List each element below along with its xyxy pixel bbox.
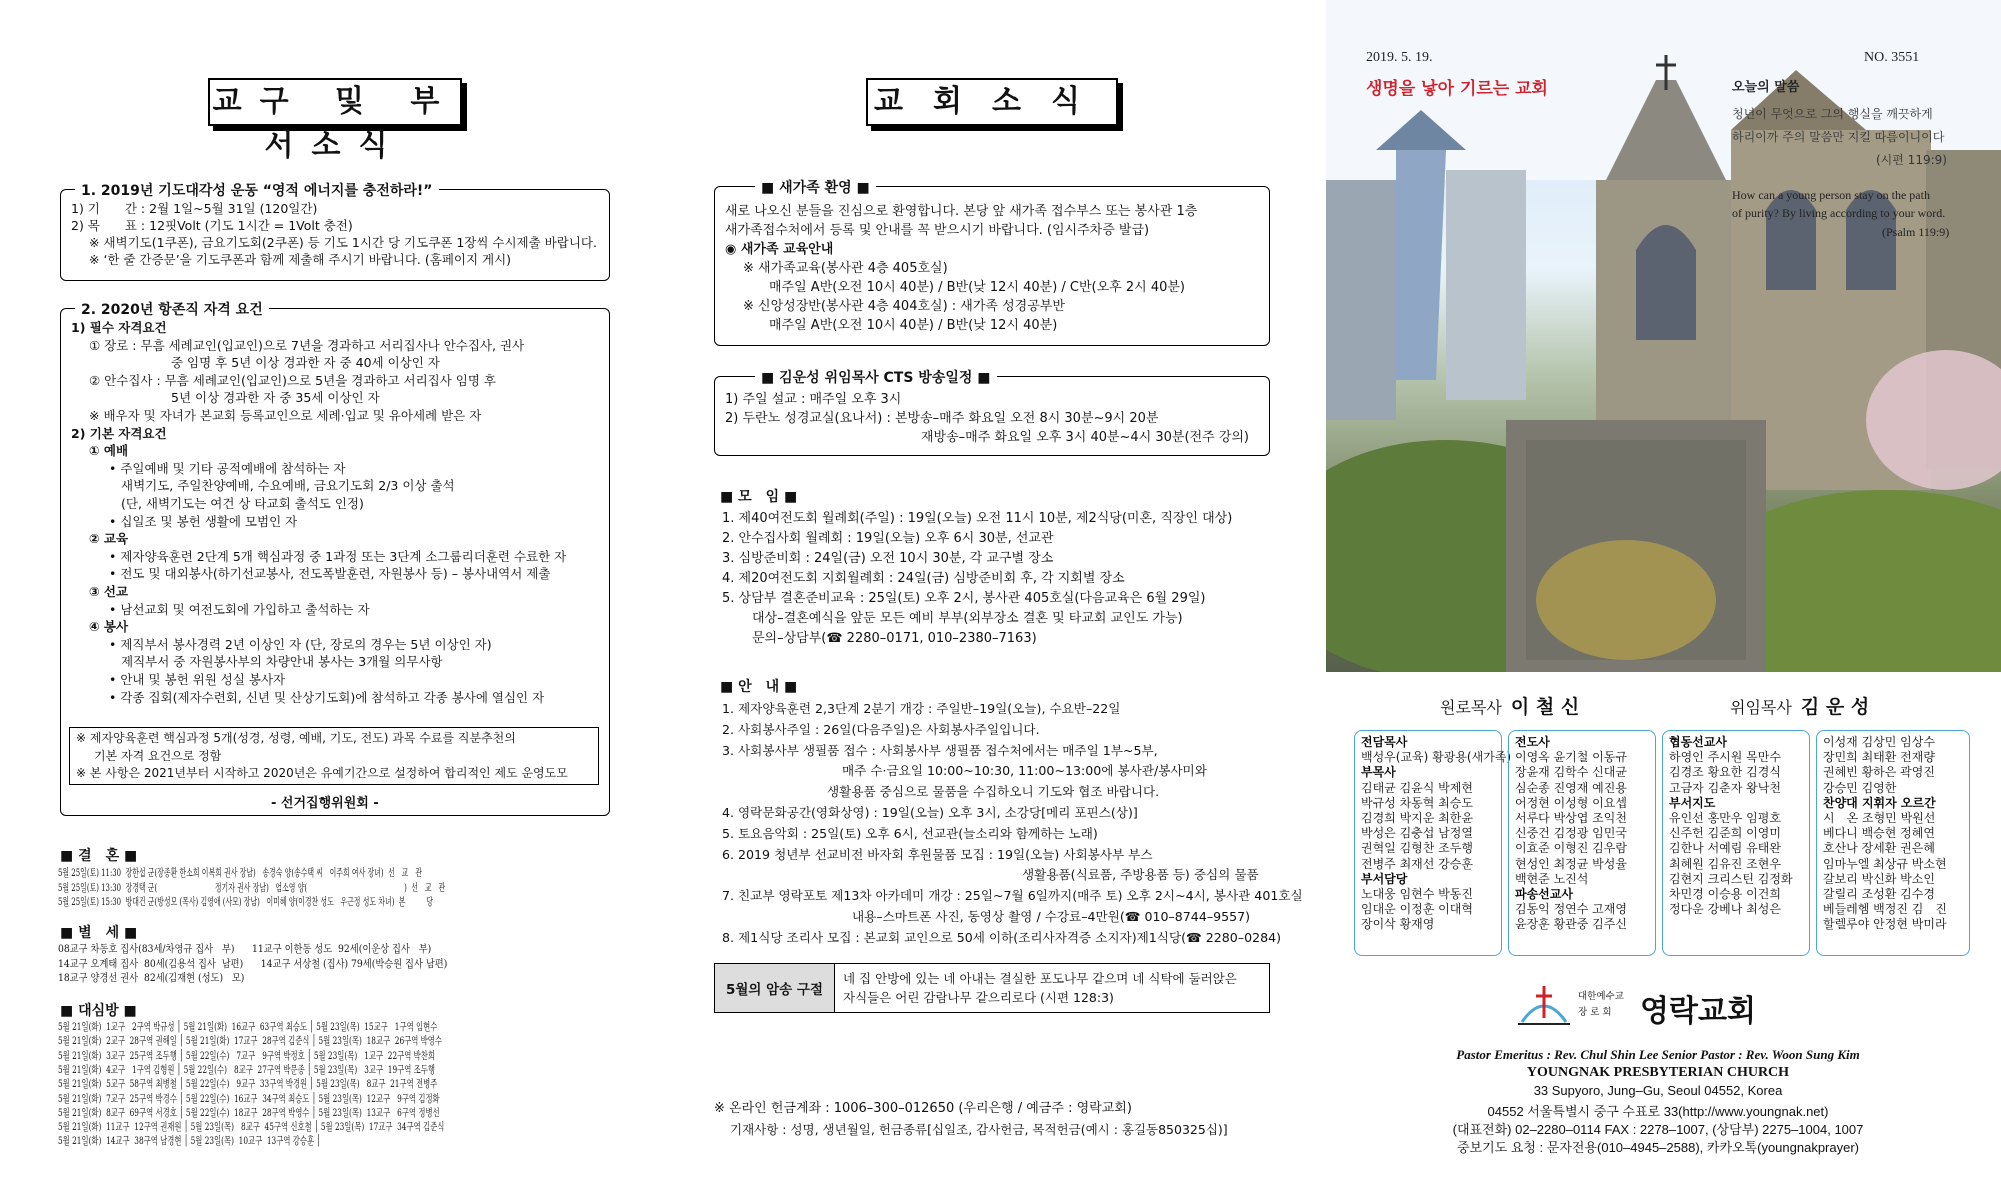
qualification-box — [60, 302, 610, 816]
prayer-line: 2) 목 표 : 12핏Volt (기도 1시간 = 1Volt 충전) — [71, 218, 353, 233]
qualification-line: • 각종 집회(제자수련회, 신년 및 산상기도회)에 참석하고 각종 봉사에 열심인 자 — [109, 689, 545, 705]
cts-line: 1) 주일 설교 : 매주일 오후 3시 — [725, 392, 902, 407]
phone-line: (대표전화) 02–2280–0114 FAX : 2278–1007, (상담부) 2275–1004, 1007 — [1452, 1122, 1864, 1137]
staff-names: 김현지 크리스틴 김정화 — [1669, 871, 1793, 886]
visit-row: 5월 21일(화) 8교구 69구역 서경호 │ 5월 22일(수) 18교구 28구역 박영수 │ 5월 23일(목) 13교구 6구역 정병선 — [58, 1106, 440, 1119]
notice-line: 7. 친교부 영락포토 제13차 아카데미 개강 : 25일~7월 6일까지(매주 토) 오후 2시~4시, 봉사관 401호실 — [722, 888, 1303, 904]
staff-names: 박성은 김충섭 남정열 — [1361, 826, 1473, 841]
staff-names: 김경조 황요한 김경식 — [1669, 765, 1781, 780]
notice-line: 3. 사회봉사부 생필품 접수 : 사회봉사부 생필품 접수처에서는 매주일 1부~5부, — [722, 742, 1158, 758]
cts-line: 재방송–매주 화요일 오후 3시 40분~4시 30분(전주 강의) — [921, 430, 1250, 445]
staff-names: 최혜원 김유진 조현우 — [1669, 856, 1781, 871]
staff-names: 권혁일 김형찬 조두행 — [1361, 841, 1473, 856]
staff-names: 장윤재 김학수 신대균 — [1515, 765, 1627, 780]
staff-names: 베들레헴 백정진 김 진 — [1823, 902, 1947, 917]
eng-church: YOUNGNAK PRESBYTERIAN CHURCH — [1526, 1065, 1790, 1080]
meeting-line: 대상–결혼예식을 앞둔 모든 예비 부부(외부장소 결혼 및 타교회 교인도 가능) — [752, 611, 1183, 626]
newcomer-line: 매주일 A반(오전 10시 40분) / B반(낮 12시 40분) / C반(오후 2시 40분) — [769, 280, 1186, 295]
notice-line: 내용–스마트폰 사진, 동영상 촬영 / 수강료–4만원(☎ 010–8744–9557) — [852, 909, 1251, 924]
staff-names: 임마누엘 최상규 박소현 — [1823, 856, 1947, 871]
newcomer-line: ※ 새가족교육(봉사관 4층 405호실) — [743, 261, 948, 276]
qualification-note — [69, 727, 599, 785]
qualification-line: ※ 배우자 및 자녀가 본교회 등록교인으로 세례·입교 및 유아세례 받은 자 — [89, 408, 482, 423]
notice-line: 8. 제1식당 조리사 모집 : 본교회 교인으로 50세 이하(조리사자격증 소지자)제1식당(☎ 2280–0284) — [722, 929, 1282, 945]
verse-ko-2: 하리이까 주의 말씀만 지킬 따름이니이다 — [1732, 130, 1945, 144]
staff-names: 백성우(교육) 황광용(새가족) — [1361, 750, 1512, 765]
meetings-header: ■ 모 임 ■ — [720, 489, 798, 505]
issue-date: 2019. 5. 19. — [1366, 50, 1433, 65]
verse-text-2: 자식들은 어린 감람나무 같으리로다 (시편 128:3) — [843, 990, 1114, 1005]
prayer-line: 1) 기 간 : 2월 1일~5월 31일 (120일간) — [71, 201, 318, 216]
cts-line: 2) 두란노 성경교실(요나서) : 본방송–매주 화요일 오전 8시 30분~9시 20분 — [725, 411, 1159, 426]
verse-text-1: 네 집 안방에 있는 네 아내는 결실한 포도나무 같으며 네 식탁에 둘러앉은 — [843, 971, 1237, 986]
staff-names: 박규성 차동혁 최승도 — [1361, 795, 1473, 810]
newcomer-line: 매주일 A반(오전 10시 40분) / B반(낮 12시 40분) — [769, 318, 1058, 333]
eng-pastors: Pastor Emeritus : Rev. Chul Shin Lee Senior Pastor : Rev. Woon Sung Kim — [1456, 1047, 1860, 1062]
qualification-note-line: ※ 제자양육훈련 핵심과정 5개(성경, 성령, 예배, 기도, 전도) 과목 수료를 직분추천의 — [76, 731, 516, 745]
meeting-line: 5. 상담부 결혼준비교육 : 25일(토) 오후 2시, 봉사관 405호실(다음교육은 6월 29일) — [722, 591, 1206, 606]
meeting-line: 3. 심방준비회 : 24일(금) 오전 10시 30분, 각 교구별 장소 — [722, 551, 1054, 566]
wedding-row: 5월 25일(토) 11:30 장한섭 군(장종환 한소희 이복희 권사 장남) 송경숙 양(송수택 씨 이주희 여사 장녀) 선 교 관 — [58, 867, 422, 879]
address-ko: 04552 서울특별시 중구 수표로 33(http://www.youngnak.net) — [1487, 1104, 1829, 1119]
staff-names: 장민희 최태환 전재량 — [1823, 750, 1935, 765]
notice-line: 4. 영락문화공간(영화상영) : 19일(오늘) 오후 3시, 소강당[메리 포핀스(상)] — [722, 805, 1138, 820]
staff-names: 김태균 김윤식 박제현 — [1361, 780, 1473, 795]
death-row: 08교구 차동호 집사(83세/차영규 집사 부) 11교구 이한동 성도 92세(이운상 집사 부) — [58, 943, 432, 955]
left-title: 교구 및 부서소식 — [208, 78, 462, 126]
staff-col-1 — [1354, 730, 1512, 956]
visit-row: 5월 21일(화) 1교구 2구역 박규성 │ 5월 21일(화) 16교구 63구역 최승도 │ 5월 23일(목) 15교구 1구역 임현수 — [58, 1021, 438, 1033]
left-column — [0, 0, 640, 1192]
meeting-line: 4. 제20여전도회 지회월례회 : 24일(금) 심방준비회 후, 각 지회별 장소 — [722, 571, 1125, 586]
staff-heading: 부서지도 — [1669, 795, 1716, 810]
notice-line: 생활용품 중심으로 물품을 수집하오니 기도와 협조 바랍니다. — [827, 784, 1160, 800]
staff-col-2 — [1508, 730, 1656, 956]
visit-row: 5월 21일(화) 7교구 25구역 박경수 │ 5월 22일(수) 16교구 34구역 최승도 │ 5월 23일(목) 12교구 9구역 김정화 — [58, 1092, 440, 1105]
election-committee: - 선거집행위원회 - — [271, 796, 379, 811]
death-row: 18교구 양경선 권사 82세(김재현 (성도) 모) — [58, 972, 245, 984]
staff-heading: 전담목사 — [1361, 735, 1408, 749]
qualification-line: 새벽기도, 주일찬양예배, 수요예배, 금요기도회 2/3 이상 출석 — [121, 478, 455, 494]
qualification-line: • 제직부서 봉사경력 2년 이상인 자 (단, 장로의 경우는 5년 이상인 자) — [109, 636, 492, 652]
staff-names: 어정현 이성형 이요셉 — [1515, 795, 1627, 810]
middle-column — [700, 0, 1303, 1192]
church-photo — [1326, 0, 2001, 672]
wedding-header: ■ 결 혼 ■ — [60, 848, 138, 864]
verse-box — [714, 963, 1270, 1013]
staff-names: 차민경 이승용 이건희 — [1669, 887, 1781, 902]
notice-line: 매주 수·금요일 10:00~10:30, 11:00~13:00에 봉사관/봉사미와 — [842, 763, 1207, 779]
right-column — [1326, 0, 2001, 1192]
today-word-label: 오늘의 말씀 — [1732, 80, 1800, 95]
notice-line: 2. 사회봉사주일 : 26일(다음주일)은 사회봉사주일입니다. — [722, 721, 1040, 737]
qualification-line: ① 장로 : 무흠 세례교인(입교인)으로 7년을 경과하고 서리집사나 안수집사, 권사 — [89, 337, 525, 353]
notice-header: ■ 안 내 ■ — [720, 679, 798, 695]
death-header: ■ 별 세 ■ — [60, 925, 138, 941]
newcomer-line: ◉ 새가족 교육안내 — [725, 242, 834, 257]
staff-names: 신주헌 김준희 이영미 — [1669, 826, 1781, 841]
notice-line: 생활용품(식료품, 주방용품 등) 중심의 물품 — [1022, 867, 1259, 883]
visit-row: 5월 21일(화) 11교구 12구역 권재원 │ 5월 23일(목) 8교구 45구역 신호철 │ 5월 23일(목) 17교구 34구역 김준식 — [58, 1121, 445, 1134]
staff-col-4 — [1816, 730, 1970, 956]
qualification-line: • 제자양육훈련 2단계 5개 핵심과정 중 1과정 또는 3단계 소그룹리더훈련 수료한 자 — [109, 548, 567, 564]
notice-line: 1. 제자양육훈련 2,3단계 2분기 개강 : 주일반–19일(오늘), 수요반–22일 — [722, 701, 1121, 716]
qualification-line: ① 예배 — [89, 443, 129, 459]
qualification-line: • 주일예배 및 기타 공적예배에 참석하는 자 — [109, 460, 346, 476]
church-name: 영락교회 — [1640, 994, 1756, 1029]
newcomer-box — [714, 180, 1270, 346]
visit-row: 5월 21일(화) 14교구 38구역 남경현 │ 5월 23일(목) 10교구 13구역 강승훈 │ — [58, 1135, 321, 1148]
church-emblem-icon — [1518, 982, 1570, 1026]
staff-names: 심순종 진영재 예진용 — [1515, 780, 1627, 795]
qualification-line: • 전도 및 대외봉사(하기선교봉사, 전도폭발훈련, 자원봉사 등) – 봉사내역서 제출 — [109, 566, 551, 582]
qualification-line: 5년 이상 경과한 자 중 35세 이상인 자 — [171, 390, 380, 406]
staff-names: 정다운 강베나 최성은 — [1669, 902, 1781, 917]
staff-names: 갈릴리 조성환 김수경 — [1823, 887, 1935, 902]
staff-names: 고금자 김춘자 왕낙천 — [1669, 780, 1781, 795]
staff-names: 김한나 서예림 유태완 — [1669, 841, 1781, 856]
qualification-line: 2) 기본 자격요건 — [71, 425, 167, 441]
staff-heading: 부서담당 — [1361, 871, 1408, 886]
prayer-line: ※ 새벽기도(1쿠폰), 금요기도회(2쿠폰) 등 기도 1시간 당 기도쿠폰 1장씩 수시제출 바랍니다. — [89, 235, 597, 250]
verse-ko-ref: (시편 119:9) — [1876, 153, 1947, 167]
staff-names: 권혜빈 황하은 곽영진 — [1823, 765, 1935, 780]
staff-heading: 전도사 — [1515, 735, 1550, 749]
newcomer-line: ※ 신앙성장반(봉사관 4층 404호실) : 새가족 성경공부반 — [743, 299, 1065, 314]
newcomer-line: 새로 나오신 분들을 진심으로 환영합니다. 본당 앞 새가족 접수부스 또는 봉사관 1층 — [725, 204, 1198, 219]
prayer-box — [60, 183, 610, 281]
staff-heading: 협동선교사 — [1669, 735, 1727, 749]
staff-names: 현성인 최정균 박성율 — [1515, 856, 1627, 871]
staff-names: 유인선 홍만우 임평호 — [1669, 811, 1781, 826]
verse-en-2: of purity? By living according to your word. — [1732, 206, 1946, 220]
qualification-note-line: 기본 자격 요건으로 정함 — [94, 748, 222, 763]
qualification-line: • 안내 및 봉헌 위원 성실 봉사자 — [109, 672, 286, 687]
staff-heading: 부목사 — [1361, 765, 1396, 780]
church-small-2: 장 로 회 — [1578, 1007, 1612, 1018]
offering-line-1: ※ 온라인 헌금계좌 : 1006–300–012650 (우리은행 / 예금주 : 영락교회) — [714, 1101, 1132, 1116]
staff-names: 백현준 노진석 — [1515, 871, 1589, 886]
visit-row: 5월 21일(화) 3교구 25구역 조두행 │ 5월 22일(수) 7교구 9구역 박정호 │ 5월 23일(목) 1교구 22구역 박찬희 — [58, 1049, 435, 1062]
visit-header: ■ 대심방 ■ — [60, 1003, 137, 1019]
prayer-request: 중보기도 요청 : 문자전용(010–4945–2588), 카카오톡(youngnakprayer) — [1456, 1140, 1860, 1155]
staff-names: 장이삭 황재영 — [1361, 917, 1435, 932]
staff-names: 시 온 조형민 박원선 — [1823, 811, 1936, 826]
middle-title: 교회소식 — [866, 78, 1118, 126]
staff-names: 이효준 이형진 김우람 — [1515, 841, 1627, 856]
staff-names: 할렐루야 안정현 박미라 — [1823, 917, 1947, 932]
staff-names: 강승민 김영한 — [1823, 780, 1897, 795]
notice-line: 6. 2019 청년부 선교비전 바자회 후원물품 모집 : 19일(오늘) 사회봉사부 부스 — [722, 846, 1153, 862]
church-slogan: 생명을 낳아 기르는 교회 — [1366, 79, 1548, 99]
church-small-1: 대한예수교 — [1578, 991, 1624, 1002]
qualification-line: • 십일조 및 봉헌 생활에 모범인 자 — [109, 513, 298, 529]
staff-heading: 파송선교사 — [1515, 887, 1573, 902]
visit-row: 5월 21일(화) 5교구 58구역 최병철 │ 5월 22일(수) 9교구 33구역 박경원 │ 5월 23일(목) 8교구 21구역 전병주 — [58, 1078, 438, 1091]
staff-names: 갈보리 박신화 박소인 — [1823, 871, 1935, 886]
cts-header: ■ 김운성 위임목사 CTS 방송일정 ■ — [755, 367, 997, 387]
qualification-line: ③ 선교 — [89, 584, 129, 599]
newcomer-header: ■ 새가족 환영 ■ — [755, 177, 876, 197]
pastor-emeritus: 원로목사 이 철 신 — [1440, 696, 1580, 718]
visit-row: 5월 21일(화) 2교구 28구역 권해일 │ 5월 21일(화) 17교구 28구역 김준식 │ 5월 23일(목) 18교구 26구역 박영수 — [58, 1035, 442, 1048]
qualification-note-line: ※ 본 사항은 2021년부터 시작하고 2020년은 유예기간으로 설정하여 합리적인 제도 운영도모 — [76, 766, 568, 780]
staff-names: 이영옥 윤기철 이동규 — [1515, 750, 1627, 765]
notice-line: 5. 토요음악회 : 25일(토) 오후 6시, 선교관(늘소리와 함께하는 노래) — [722, 825, 1098, 841]
church-illustration — [1326, 0, 2001, 672]
prayer-line: ※ ‘한 줄 간증문’을 기도쿠폰과 함께 제출해 주시기 바랍니다. (홈페이지 게시) — [89, 252, 512, 267]
qualification-line: ② 안수집사 : 무흠 세례교인(입교인)으로 5년을 경과하고 서리집사 임명 후 — [89, 372, 496, 388]
meeting-line: 2. 안수집사회 월례회 : 19일(오늘) 오후 6시 30분, 선교관 — [722, 531, 1054, 546]
staff-names: 하영인 주시원 목만수 — [1669, 750, 1781, 765]
staff-names: 김동익 정연수 고재영 — [1515, 902, 1627, 917]
church-logo — [1518, 982, 1828, 1029]
death-row: 14교구 오계태 집사 80세(김용석 집사 남편) 14교구 서상철 (집사) 79세(박승원 집사 남편) — [58, 957, 448, 970]
wedding-row: 5월 25일(토) 15:30 방대건 군(방성모 (목사) 김영애 (사모) 장남) 이미혜 양(이경찬 성도 우근정 성도 차녀) 본 당 — [58, 896, 433, 908]
verse-ko-1: 청년이 무엇으로 그의 행실을 깨끗하게 — [1732, 107, 1933, 121]
staff-names: 서루다 박상엽 조익천 — [1515, 811, 1627, 826]
verse-label: 5월의 암송 구절 — [715, 964, 835, 1012]
qualification-line: 제직부서 중 자원봉사부의 차량안내 봉사는 3개월 의무사항 — [121, 654, 443, 670]
cts-box — [714, 370, 1270, 456]
issue-number: NO. 3551 — [1864, 50, 1920, 65]
qualification-box-header: 2. 2020년 항존직 자격 요건 — [75, 299, 269, 319]
qualification-line: ② 교육 — [89, 531, 129, 547]
staff-heading: 찬양대 지휘자 오르간 — [1823, 795, 1936, 810]
newcomer-line: 새가족접수처에서 등록 및 안내를 꼭 받으시기 바랍니다. (임시주차증 발급) — [725, 223, 1150, 238]
prayer-box-header: 1. 2019년 기도대각성 운동 “영적 에너지를 충전하라!” — [75, 180, 439, 200]
qualification-line: (단, 새벽기도는 여건 상 타교회 출석도 인정) — [121, 496, 364, 511]
address-en: 33 Supyoro, Jung–Gu, Seoul 04552, Korea — [1533, 1083, 1783, 1098]
verse-en-1: How can a young person stay on the path — [1732, 188, 1930, 202]
offering-line-2: 기재사항 : 성명, 생년월일, 헌금종류[십일조, 감사헌금, 목적헌금(예시 : 홍길동850325십)] — [730, 1122, 1228, 1137]
wedding-row: 5월 25일(토) 13:30 장경택 군( 정기자 권사 장남) 엄소영 양( ) 선 교 관 — [58, 881, 446, 894]
staff-names: 이성재 김상민 임상수 — [1823, 735, 1935, 749]
staff-names: 윤장훈 황관중 김주신 — [1515, 917, 1627, 932]
qualification-line: ④ 봉사 — [89, 619, 129, 635]
staff-names: 신중건 김정광 임민국 — [1515, 826, 1627, 841]
staff-col-3 — [1662, 730, 1810, 956]
staff-names: 전병주 최재선 강승훈 — [1361, 856, 1473, 871]
staff-names: 노대웅 임현수 박동진 — [1361, 887, 1473, 902]
visit-row: 5월 21일(화) 4교구 1구역 김형원 │ 5월 22일(수) 8교구 27구역 박문종 │ 5월 23일(목) 3교구 19구역 조두행 — [58, 1063, 435, 1076]
staff-names: 호산나 장세환 권은혜 — [1823, 841, 1935, 856]
senior-pastor: 위임목사 김 운 성 — [1730, 696, 1870, 718]
meeting-line: 문의–상담부(☎ 2280–0171, 010–2380–7163) — [752, 631, 1037, 646]
qualification-line: 중 임명 후 5년 이상 경과한 자 중 40세 이상인 자 — [171, 355, 440, 371]
staff-names: 김경희 박지운 최한윤 — [1361, 811, 1473, 826]
staff-names: 임대운 이정훈 이대혁 — [1361, 902, 1473, 917]
staff-names: 베다니 백승현 정혜연 — [1823, 826, 1935, 841]
qualification-line: 1) 필수 자격요건 — [71, 320, 167, 335]
qualification-line: • 남선교회 및 여전도회에 가입하고 출석하는 자 — [109, 601, 370, 617]
verse-en-ref: (Psalm 119:9) — [1882, 225, 1950, 239]
meeting-line: 1. 제40여전도회 월례회(주일) : 19일(오늘) 오전 11시 10분, 제2식당(미혼, 직장인 대상) — [722, 511, 1233, 526]
